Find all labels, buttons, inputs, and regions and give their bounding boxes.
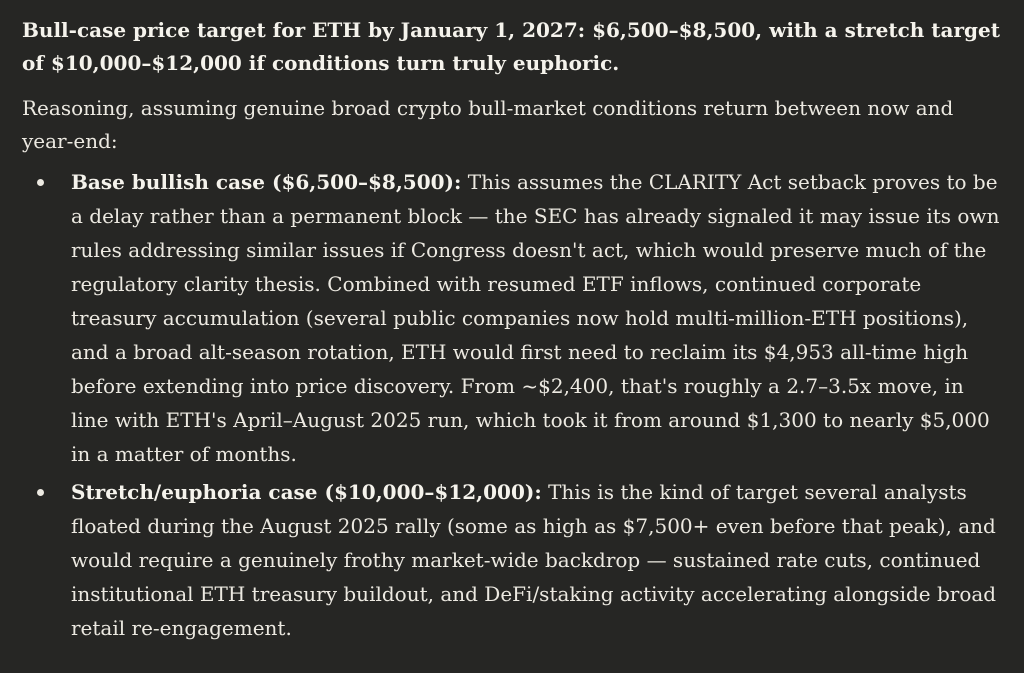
bullet-list: [22, 165, 1002, 645]
list-item: [22, 475, 1002, 645]
bullet-title: Stretch/euphoria case ($10,000–$12,000):: [71, 480, 542, 504]
bullet-body: This is the kind of target several analysts floated during the August 2025 rally (some as high as $7,500+ even before that peak), and would require a genuinely frothy market-wide backdrop — sustained rate cuts, continued institutional ETH treasury buildout, and DeFi/staking activity accelerating alongside broad retail re-engagement.: [71, 480, 997, 640]
bullet-body: This assumes the CLARITY Act setback proves to be a delay rather than a permanent block — the SEC has already signaled it may issue its own rules addressing similar issues if Congress doesn't act, which would preserve much of the regulatory clarity thesis. Combined with resumed ETF inflows, continued corporate treasury accumulation (several public companies now hold multi-million-ETH positions), and a broad alt-season rotation, ETH would first need to reclaim its $4,953 all-time high before extending into price discovery. From ~$2,400, that's roughly a 2.7–3.5x move, in line with ETH's April–August 2025 run, which took it from around $1,300 to nearly $5,000 in a matter of months.: [71, 170, 1000, 466]
bullet-dot-icon: [37, 489, 44, 496]
headline-text: Bull-case price target for ETH by January 1, 2027: $6,500–$8,500, with a stretch target of $10,000–$12,000 if conditions turn truly euphoric.: [22, 18, 1000, 75]
intro-text: Reasoning, assuming genuine broad crypto bull-market conditions return between now and year-end:: [22, 96, 954, 153]
list-item: [22, 165, 1002, 471]
bullet-title: Base bullish case ($6,500–$8,500):: [71, 170, 462, 194]
bullet-dot-icon: [37, 179, 44, 186]
